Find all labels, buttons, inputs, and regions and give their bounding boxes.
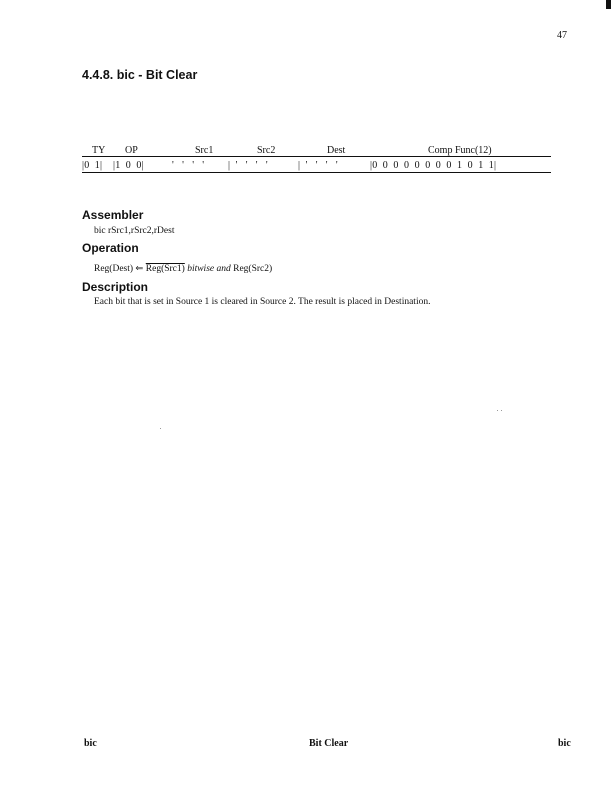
- bits-dest: | ' ' ' ': [298, 160, 338, 171]
- operation-formula: [94, 263, 272, 274]
- bits-op: |1 0 0|: [113, 160, 144, 171]
- scan-speck: [501, 410, 502, 411]
- bits-comp-func: |0 0 0 0 0 0 0 0 1 0 1 1|: [370, 160, 497, 171]
- bits-src2: | ' ' ' ': [228, 160, 268, 171]
- operation-lhs: Reg(Dest): [94, 264, 134, 274]
- corner-mark: [606, 0, 611, 9]
- field-label-src1: Src1: [195, 145, 214, 156]
- field-label-comp-func: Comp Func(12): [428, 145, 492, 156]
- assign-arrow: ⇐: [135, 264, 144, 274]
- scan-speck: [160, 428, 161, 429]
- footer-center: Bit Clear: [309, 738, 349, 749]
- field-label-dest: Dest: [327, 145, 346, 156]
- description-heading: Description: [82, 280, 149, 294]
- assembler-syntax: bic rSrc1,rSrc2,rDest: [94, 226, 175, 236]
- field-label-src2: Src2: [257, 145, 276, 156]
- encoding-bottom-rule: [82, 172, 551, 173]
- operation-op-words: bitwise and: [187, 264, 231, 274]
- operation-heading: Operation: [82, 241, 139, 255]
- footer-right: bic: [558, 738, 571, 749]
- footer-left: bic: [84, 738, 97, 749]
- section-title: 4.4.8. bic - Bit Clear: [82, 68, 198, 82]
- field-label-ty: TY: [92, 145, 106, 156]
- field-label-op: OP: [125, 145, 138, 156]
- operation-rhs: Reg(Src2): [233, 264, 273, 274]
- page-number: 47: [557, 30, 567, 41]
- bits-ty: |0 1|: [82, 160, 103, 171]
- operation-negated-operand: Reg(Src1): [145, 264, 185, 274]
- assembler-heading: Assembler: [82, 208, 144, 222]
- encoding-top-rule: [82, 156, 551, 157]
- bits-src1: ' ' ' ': [172, 160, 205, 171]
- scan-speck: [497, 410, 498, 411]
- description-text: Each bit that is set in Source 1 is cleared in Source 2. The result is placed in Destination.: [94, 297, 431, 307]
